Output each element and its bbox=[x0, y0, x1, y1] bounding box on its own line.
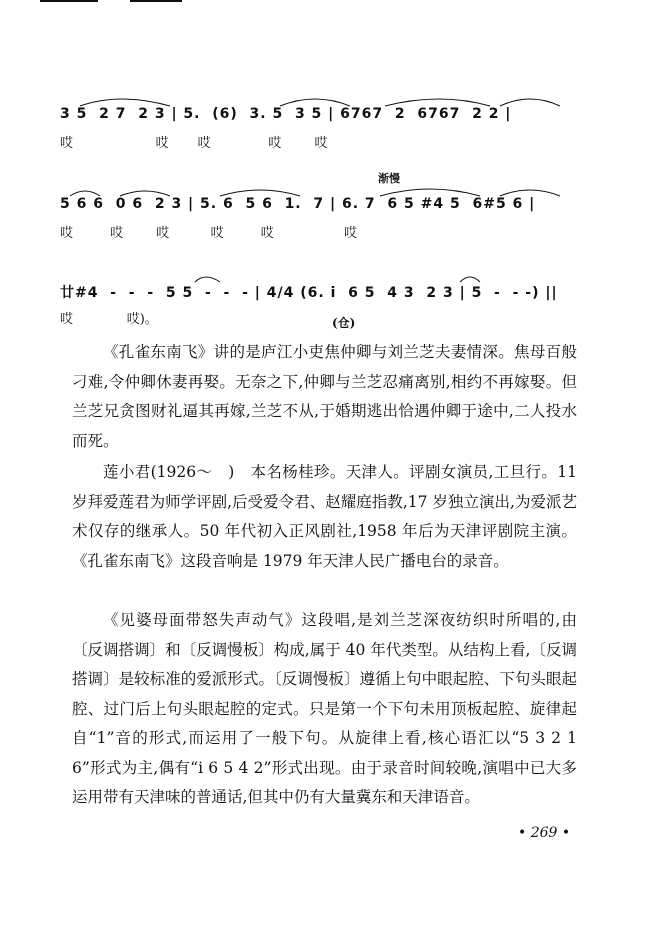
top-rule-left bbox=[40, 0, 98, 2]
score-row-2-lyrics: 哎 哎 哎 哎 哎 哎 bbox=[60, 226, 358, 241]
score-row-2-notes: 5 6 6 0 6 2 3 | 5. 6 5 6 1. 7 | 6. 7 6 5 #4 5 6#5 6 | bbox=[60, 196, 536, 212]
page-number: • 269 • bbox=[518, 825, 571, 841]
score-row-1-notes: 3 5 2 7 2 3 | 5. (6) 3. 5 3 5 | 6767 2 6767 2 2 | bbox=[60, 106, 512, 122]
score-row-1-lyrics: 哎 哎 哎 哎 哎 bbox=[60, 136, 328, 151]
percussion-label: (仓) bbox=[332, 316, 356, 330]
score-row-2 bbox=[60, 172, 580, 242]
tempo-mark: 渐慢 bbox=[378, 172, 400, 185]
score-row-3 bbox=[60, 268, 580, 328]
score-row-3-lyrics: 哎 哎)。 bbox=[60, 312, 158, 327]
score-row-3-notes: 廿#4 - - - 5 5 - - - | 4/4 (6. i 6 5 4 3 2 3 | 5 - - -) || bbox=[60, 285, 558, 301]
paragraph-synopsis: 《孔雀东南飞》讲的是庐江小吏焦仲卿与刘兰芝夫妻情深。焦母百般刁难,令仲卿休妻再娶。无奈之下,仲卿与兰芝忍痛离别,相约不再嫁娶。但兰芝兄贪图财礼逼其再嫁,兰芝不从,于婚期逃出恰遇仲卿于途中,二人投水而死。 bbox=[72, 343, 577, 450]
score-row-1 bbox=[60, 92, 580, 152]
paragraph-biography: 莲小君(1926～ ) 本名杨桂珍。天津人。评剧女演员,工旦行。11 岁拜爱莲君为师学评剧,后受爱令君、赵耀庭指教,17 岁独立演出,为爱派艺术仅存的继承人。50 年代初入正风剧社,1958 年后为天津评剧院主演。《孔雀东南飞》这段音响是 1979 年天津人民广播电台的录音。 bbox=[72, 463, 577, 570]
top-rule-right bbox=[130, 0, 182, 2]
paragraph-analysis: 《见婆母面带怒失声动气》这段唱,是刘兰芝深夜纺织时所唱的,由〔反调搭调〕和〔反调慢板〕构成,属于 40 年代类型。从结构上看,〔反调搭调〕是较标准的爱派形式。〔反调慢板〕遵循上句中眼起腔、下句头眼起腔、过门后上句头眼起腔的定式。只是第一个下句未用顶板起腔、旋律起自“1”音的形式,而运用了一般下句。从旋律上看,核心语汇以“5 3 2 1 6”形式为主,偶有“i 6 5 4 2”形式出现。由于录音时间较晚,演唱中已大多运用带有天津味的普通话,但其中仍有大量冀东和天津语音。 bbox=[72, 611, 577, 806]
